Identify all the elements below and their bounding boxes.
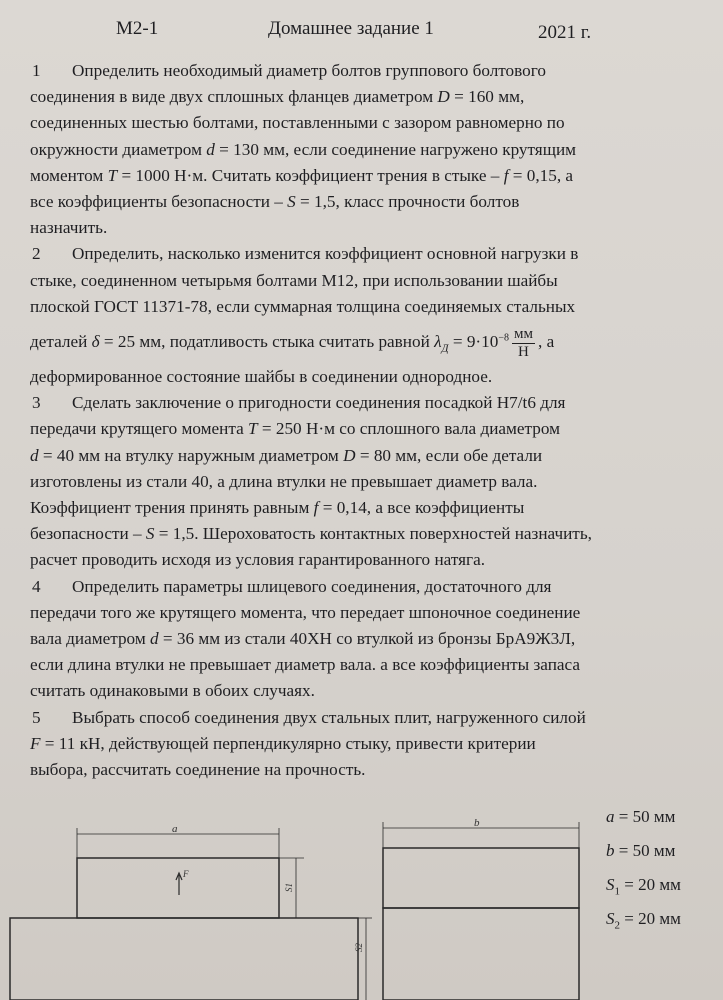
- math-symbol: d: [30, 445, 39, 465]
- task-text: = 130 мм, если соединение нагружено крутящим: [214, 139, 577, 159]
- task-text: выбора, рассчитать соединение на прочность.: [30, 760, 366, 780]
- task-text: считать одинаковыми в обоих случаях.: [30, 681, 315, 701]
- task-text: = 80 мм, если обе детали: [355, 445, 543, 465]
- param-symbol: S: [606, 909, 615, 928]
- param-a: [606, 800, 716, 834]
- task-text: соединенных шестью болтами, поставленными с зазором равномерно по: [30, 113, 565, 133]
- param-symbol: S: [606, 875, 615, 894]
- math-symbol: F: [30, 733, 41, 753]
- task-text: = 0,14, а все коэффициенты: [318, 498, 525, 518]
- task-text: = 1,5. Шероховатость контактных поверхностей назначить,: [154, 524, 592, 544]
- task-text: Определить необходимый диаметр болтов группового болтового: [72, 61, 546, 80]
- param-value: = 20 мм: [620, 909, 681, 928]
- task-text: , а: [537, 332, 555, 352]
- top-plate: [77, 858, 279, 918]
- task-text: моментом: [30, 165, 108, 185]
- task-text: = 250 Н·м со сплошного вала диаметром: [257, 419, 561, 439]
- task-text: = 40 мм на втулку наружным диаметром: [38, 445, 344, 465]
- task-text: = 1000 Н·м. Считать коэффициент трения в стыке –: [117, 165, 504, 185]
- math-symbol: D: [343, 445, 356, 465]
- math-symbol: d: [150, 629, 159, 649]
- task-text: Определить параметры шлицевого соединения, достаточного для: [72, 576, 552, 596]
- task-text: = 160 мм,: [449, 87, 525, 107]
- task-text: Выбрать способ соединения двух стальных плит, нагруженного силой: [72, 707, 586, 727]
- fraction-denominator: Н: [518, 343, 529, 360]
- task-number: 5: [32, 707, 41, 727]
- param-symbol: a: [606, 807, 615, 826]
- task-text: вала диаметром: [30, 629, 151, 649]
- param-b: [606, 834, 716, 868]
- task-text: = 9·10: [448, 332, 499, 352]
- task-number: 2: [32, 244, 41, 264]
- task-number: 4: [32, 576, 41, 596]
- math-symbol: λ: [434, 332, 442, 352]
- task-text: расчет проводить исходя из условия гарантированного натяга.: [30, 550, 485, 570]
- task-text: Коэффициент трения принять равным: [30, 498, 314, 518]
- task-text: = 0,15, а: [508, 165, 574, 185]
- side-top-plate: [383, 848, 579, 908]
- task-text: = 36 мм из стали 40ХН со втулкой из бронзы БрА9Ж3Л,: [158, 629, 576, 649]
- math-symbol: δ: [91, 332, 100, 352]
- dim-label-b: b: [474, 817, 480, 829]
- param-s1: [606, 868, 716, 902]
- param-subscript: 2: [614, 919, 620, 932]
- year-label: 2021 г.: [538, 22, 592, 43]
- task-number: 1: [32, 61, 41, 80]
- page-title: Домашнее задание 1: [268, 18, 434, 39]
- bottom-plate: [10, 918, 358, 1000]
- task-text: соединения в виде двух сплошных фланцев диаметром: [30, 87, 438, 107]
- task-text: деталей: [30, 332, 92, 352]
- task-text: стыке, соединенном четырьмя болтами М12, при использовании шайбы: [30, 270, 558, 290]
- task-number: 3: [32, 393, 41, 413]
- task-text: если длина втулки не превышает диаметр вала. а все коэффициенты запаса: [30, 655, 580, 675]
- task-text: = 1,5, класс прочности болтов: [295, 192, 520, 212]
- math-symbol: f: [313, 498, 319, 518]
- math-symbol: f: [503, 165, 509, 185]
- task-text: передачи крутящего момента: [30, 419, 249, 439]
- task-text: безопасности –: [30, 524, 146, 544]
- math-symbol: d: [206, 139, 215, 159]
- variant-code: М2-1: [116, 18, 159, 39]
- math-symbol: S: [287, 192, 296, 212]
- math-symbol: S: [145, 524, 155, 544]
- math-symbol: T: [248, 419, 258, 439]
- param-symbol: b: [606, 841, 615, 860]
- math-superscript: −8: [498, 332, 509, 344]
- parameters-list: [606, 800, 716, 936]
- task-text: назначить.: [30, 218, 108, 238]
- task-text: все коэффициенты безопасности –: [30, 192, 288, 212]
- task-text: Определить, насколько изменится коэффициент основной нагрузки в: [72, 244, 579, 264]
- task-text: окружности диаметром: [30, 139, 207, 159]
- task-text: плоской ГОСТ 11371-78, если суммарная толщина соединяемых стальных: [30, 296, 576, 316]
- task-text: = 25 мм, податливость стыка считать равной: [99, 332, 435, 352]
- math-symbol: D: [437, 87, 450, 107]
- task-text: Сделать заключение о пригодности соединения посадкой H7/t6 для: [72, 393, 566, 413]
- fraction-numerator: мм: [513, 325, 533, 342]
- math-subscript: Д: [441, 342, 449, 355]
- math-symbol: T: [107, 165, 118, 185]
- dim-label-a: a: [172, 823, 178, 835]
- task-text: деформированное состояние шайбы в соединении однородное.: [30, 367, 493, 387]
- task-text: изготовлены из стали 40, а длина втулки не превышает диаметр вала.: [30, 471, 538, 491]
- param-value: = 50 мм: [614, 841, 676, 860]
- param-value: = 50 мм: [614, 807, 676, 826]
- dim-label-s2: S2: [354, 943, 364, 952]
- task-text: передачи того же крутящего момента, что передает шпоночное соединение: [30, 602, 581, 622]
- param-s2: [606, 902, 716, 936]
- param-value: = 20 мм: [620, 875, 681, 894]
- side-bottom-plate: [383, 908, 579, 1000]
- param-subscript: 1: [614, 885, 620, 898]
- force-label: F: [183, 869, 189, 879]
- task-text: = 11 кН, действующей перпендикулярно стыку, привести критерии: [40, 733, 536, 753]
- dim-label-s1: S1: [284, 883, 294, 892]
